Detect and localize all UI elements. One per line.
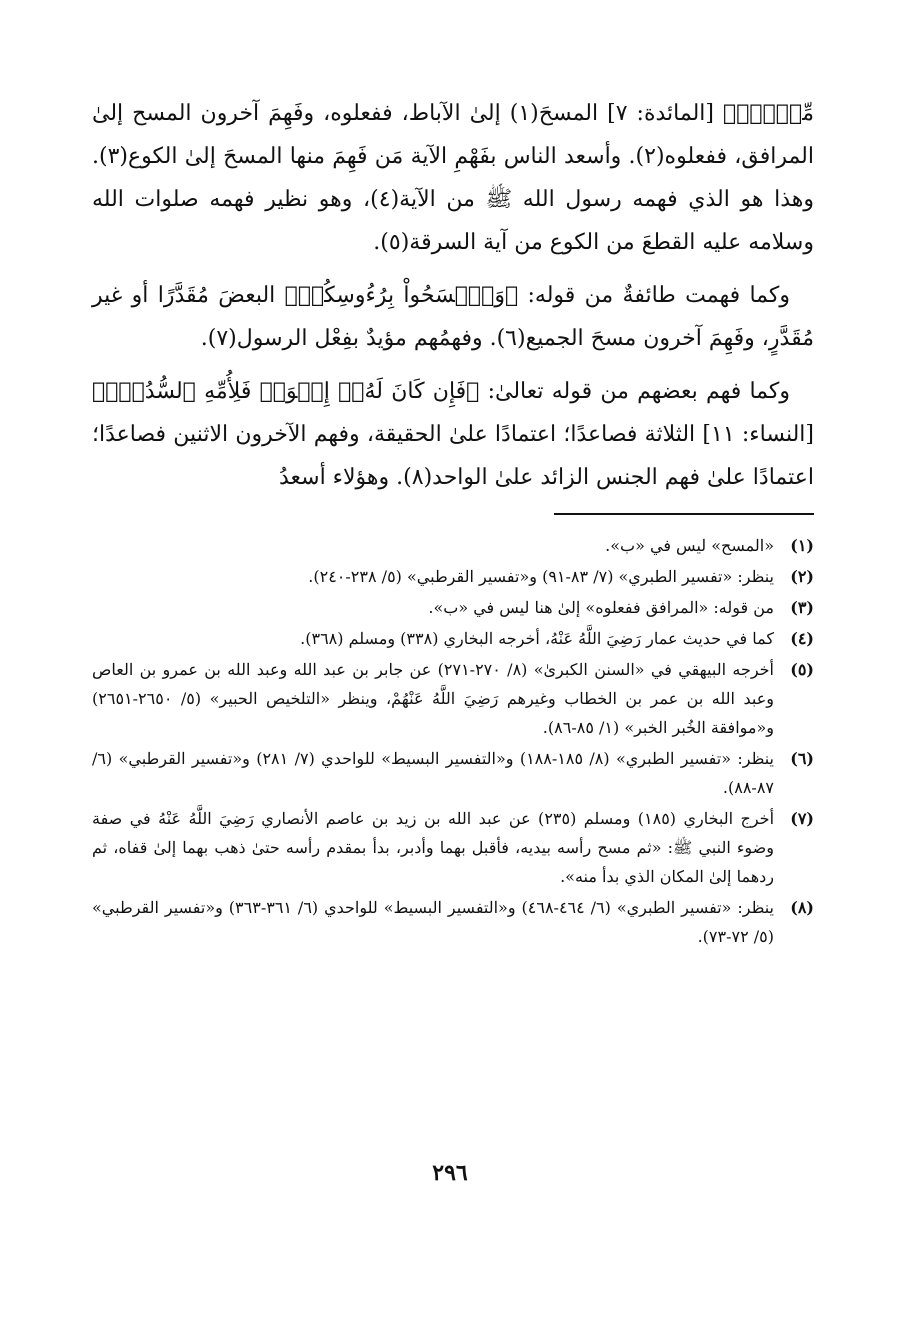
footnote-item [92, 744, 814, 802]
footnote-item [92, 804, 814, 891]
footnote-item [92, 562, 814, 591]
footnote-text: من قوله: «المرافق ففعلوه» إلىٰ هنا ليس في «ب». [428, 598, 774, 617]
footnote-number: (٦) [790, 749, 814, 768]
main-paragraph-1: مِّنۡهُۚ﴾ [المائدة: ٧] المسحَ(١) إلىٰ الآباط، ففعلوه، وفَهِمَ آخرون المسح إلىٰ المرافق، ففعلوه(٢). وأسعد الناس بفَهْمِ الآية مَن فَهِمَ منها المسحَ إلىٰ الكوع(٣). وهذا هو الذي فهمه رسول الله ﷺ من الآية(٤)، وهو نظير فهمه صلوات الله وسلامه عليه القطعَ من الكوع من آية السرقة(٥). [92, 101, 814, 255]
footnote-item [92, 655, 814, 742]
footnote-text: أخرج البخاري (١٨٥) ومسلم (٢٣٥) عن عبد الله بن زيد بن عاصم الأنصاري رَضِيَ اللَّهُ عَنْهُ في صفة وضوء النبي ﷺ: «ثم مسح رأسه بيديه، فأقبل بهما وأدبر، بدأ بمقدم رأسه حتىٰ ذهب بهما إلىٰ قفاه، ثم ردهما إلىٰ المكان الذي بدأ منه». [92, 809, 775, 886]
footnote-text: «المسح» ليس في «ب». [605, 536, 774, 555]
footnote-item [92, 593, 814, 622]
footnote-text: ينظر: «تفسير الطبري» (٦/ ٤٦٤-٤٦٨) و«التفسير البسيط» للواحدي (٦/ ٣٦١-٣٦٣) و«تفسير القرطبي» (٥/ ٧٢-٧٣). [92, 898, 774, 946]
footnote-number: (٨) [790, 898, 814, 917]
footnote-text: كما في حديث عمار رَضِيَ اللَّهُ عَنْهُ، أخرجه البخاري (٣٣٨) ومسلم (٣٦٨). [300, 629, 774, 648]
footnote-text: ينظر: «تفسير الطبري» (٧/ ٨٣-٩١) و«تفسير القرطبي» (٥/ ٢٣٨-٢٤٠). [308, 567, 774, 586]
footnote-text: ينظر: «تفسير الطبري» (٨/ ١٨٥-١٨٨) و«التفسير البسيط» للواحدي (٧/ ٢٨١) و«تفسير القرطبي» (٦/ ٨٧-٨٨). [92, 749, 774, 797]
footnote-number: (٥) [790, 660, 814, 679]
footnote-item [92, 893, 814, 951]
footnotes [92, 531, 814, 951]
footnote-number: (٢) [790, 567, 814, 586]
footnote-number: (٣) [790, 598, 814, 617]
footnote-divider [554, 513, 814, 515]
main-paragraph-2: وكما فهمت طائفةٌ من قوله: ﴿وَٱمۡسَحُواْ بِرُءُوسِكُمۡ﴾ البعضَ مُقَدَّرًا أو غير مُقَدَّرٍ، وفَهِمَ آخرون مسحَ الجميع(٦). وفهمُهم مؤيدٌ بفِعْل الرسول(٧). [92, 283, 814, 351]
main-paragraph-3: وكما فهم بعضهم من قوله تعالىٰ: ﴿فَإِن كَانَ لَهُۥٓ إِخۡوَةٞ فَلِأُمِّهِ ٱلسُّدُسُۚ﴾ [النساء: ١١] الثلاثة فصاعدًا؛ اعتمادًا علىٰ الحقيقة، وفهم الآخرون الاثنين فصاعدًا؛ اعتمادًا علىٰ فهم الجنس الزائد علىٰ الواحد(٨). وهؤلاء أسعدُ [92, 379, 814, 490]
footnote-number: (١) [790, 536, 814, 555]
footnote-item [92, 531, 814, 560]
footnote-number: (٧) [790, 809, 814, 828]
main-text [92, 92, 814, 499]
footnote-number: (٤) [790, 629, 814, 648]
page-number: ٢٩٦ [432, 1160, 468, 1186]
footnote-item [92, 624, 814, 653]
page-content [92, 92, 814, 953]
footnote-text: أخرجه البيهقي في «السنن الكبرىٰ» (٨/ ٢٧٠-٢٧١) عن جابر بن عبد الله وعبد الله بن عمرو بن العاص وعبد الله بن عمر بن الخطاب وغيرهم رَضِيَ اللَّهُ عَنْهُمْ، وينظر «التلخيص الحبير» (٥/ ٢٦٥٠-٢٦٥١) و«موافقة الخُبر الخبر» (١/ ٨٥-٨٦). [92, 660, 774, 737]
